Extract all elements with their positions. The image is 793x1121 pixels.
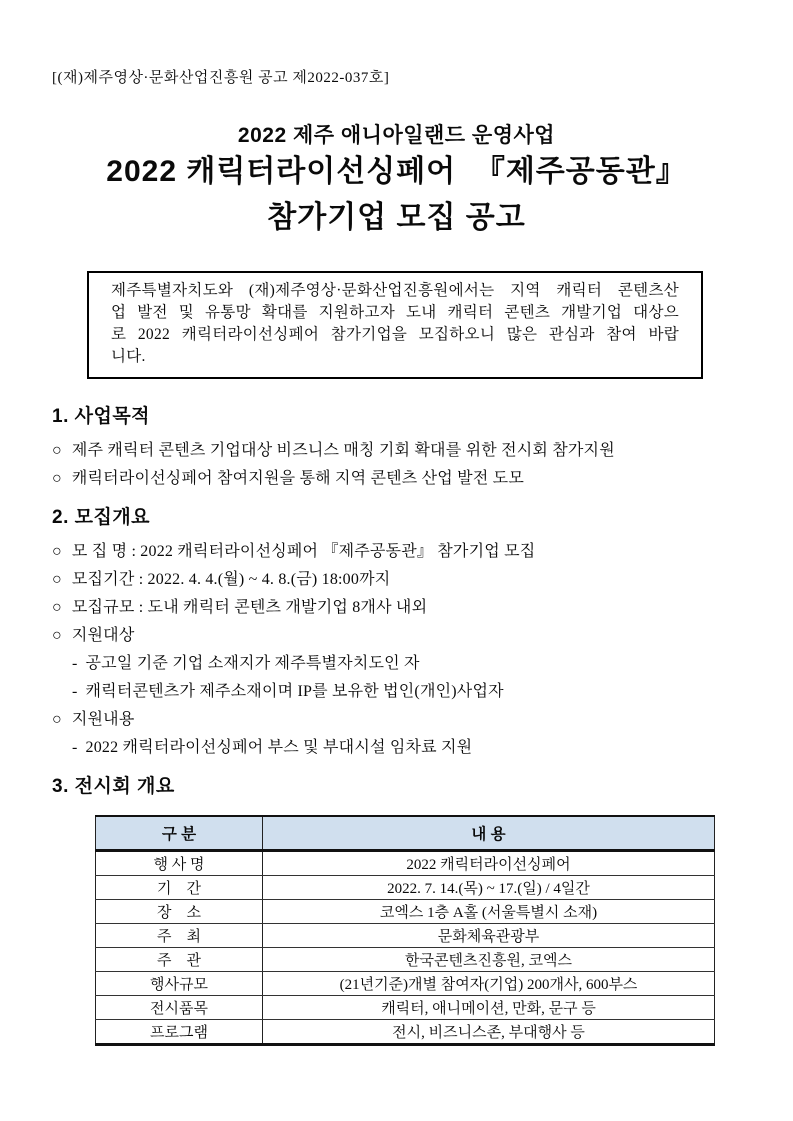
table-row: [96, 900, 715, 924]
section-heading: 1. 사업목적: [52, 406, 151, 427]
column-header-content: 내 용: [263, 816, 715, 851]
title-block: [52, 123, 741, 241]
intro-line: 제주특별자치도와 (재)제주영상·문화산업진흥원에서는 지역 캐릭터 콘텐츠산: [111, 282, 679, 299]
table-row: [96, 1020, 715, 1045]
list-item: [52, 542, 741, 562]
announcement-number: [(재)제주영상·문화산업진흥원 공고 제2022-037호]: [52, 70, 390, 86]
table-header-row: [96, 816, 715, 851]
dash-bullet-icon: -: [72, 655, 78, 672]
section-items: [52, 542, 741, 758]
row-value: (21년기준)개별 참여자(기업) 200개사, 600부스: [263, 972, 715, 996]
row-value: 문화체육관광부: [263, 924, 715, 948]
list-item: [52, 469, 741, 489]
section-items: [52, 441, 741, 489]
table-row: [96, 851, 715, 876]
circle-bullet-icon: ○: [52, 627, 62, 644]
section-recruitment-overview: [52, 506, 741, 758]
circle-bullet-icon: ○: [52, 599, 62, 616]
list-item-text: 캐릭터콘텐츠가 제주소재이며 IP를 보유한 법인(개인)사업자: [85, 683, 504, 700]
table-row: [96, 972, 715, 996]
row-value: 전시, 비즈니스존, 부대행사 등: [263, 1020, 715, 1045]
section-exhibition-overview: [52, 775, 741, 1046]
document-title-line2: 참가기업 모집 공고: [267, 201, 526, 234]
list-item-text: 모집기간 : 2022. 4. 4.(월) ~ 4. 8.(금) 18:00까지: [71, 571, 391, 588]
dash-bullet-icon: -: [72, 739, 78, 756]
section-heading: 3. 전시회 개요: [52, 776, 175, 797]
circle-bullet-icon: ○: [52, 442, 62, 459]
list-item: [52, 710, 741, 730]
list-item-text: 지원대상: [71, 627, 135, 644]
list-item: [52, 626, 741, 646]
row-label: 행사규모: [96, 972, 263, 996]
list-item-text: 공고일 기준 기업 소재지가 제주특별자치도인 자: [85, 655, 420, 672]
circle-bullet-icon: ○: [52, 470, 62, 487]
list-item-text: 모집규모 : 도내 캐릭터 콘텐츠 개발기업 8개사 내외: [71, 599, 428, 616]
table-row: [96, 948, 715, 972]
intro-line: 업 발전 및 유통망 확대를 지원하고자 도내 캐릭터 콘텐츠 개발기업 대상으: [111, 304, 679, 321]
row-label: 주 최: [96, 924, 263, 948]
column-header-category: 구 분: [96, 816, 263, 851]
row-value: 코엑스 1층 A홀 (서울특별시 소재): [263, 900, 715, 924]
circle-bullet-icon: ○: [52, 543, 62, 560]
circle-bullet-icon: ○: [52, 711, 62, 728]
row-value: 캐릭터, 애니메이션, 만화, 문구 등: [263, 996, 715, 1020]
row-label: 전시품목: [96, 996, 263, 1020]
row-label: 행 사 명: [96, 851, 263, 876]
row-value: 한국콘텐츠진흥원, 코엑스: [263, 948, 715, 972]
row-label: 기 간: [96, 876, 263, 900]
exhibition-info-table: [95, 815, 715, 1046]
sub-list-item: [52, 738, 741, 758]
table-row: [96, 924, 715, 948]
document-title-line1: 2022 캐릭터라이선싱페어 『제주공동관』: [106, 155, 687, 188]
row-value: 2022 캐릭터라이선싱페어: [263, 851, 715, 876]
dash-bullet-icon: -: [72, 683, 78, 700]
list-item: [52, 570, 741, 590]
row-value: 2022. 7. 14.(목) ~ 17.(일) / 4일간: [263, 876, 715, 900]
list-item-text: 지원내용: [71, 711, 135, 728]
circle-bullet-icon: ○: [52, 571, 62, 588]
intro-box: [87, 271, 703, 379]
row-label: 프로그램: [150, 1025, 208, 1041]
sub-list-item: [52, 654, 741, 674]
sub-list-item: [52, 682, 741, 702]
table-row: [96, 996, 715, 1020]
list-item: [52, 441, 741, 461]
table-row: [96, 876, 715, 900]
intro-line: 로 2022 캐릭터라이선싱페어 참가기업을 모집하오니 많은 관심과 참여 바랍: [111, 326, 679, 343]
document-subtitle: 2022 제주 애니아일랜드 운영사업: [237, 124, 556, 147]
section-business-purpose: [52, 405, 741, 489]
list-item-text: 2022 캐릭터라이선싱페어 부스 및 부대시설 임차료 지원: [85, 739, 473, 756]
list-item-text: 캐릭터라이선싱페어 참여지원을 통해 지역 콘텐츠 산업 발전 도모: [71, 470, 524, 487]
table-body: [96, 851, 715, 1045]
table-header: [96, 816, 715, 851]
list-item-text: 모 집 명 : 2022 캐릭터라이선싱페어 『제주공동관』 참가기업 모집: [71, 543, 536, 560]
section-heading: 2. 모집개요: [52, 507, 151, 528]
list-item: [52, 598, 741, 618]
list-item-text: 제주 캐릭터 콘텐츠 기업대상 비즈니스 매칭 기회 확대를 위한 전시회 참가지원: [71, 442, 615, 459]
row-label: 장 소: [96, 900, 263, 924]
row-label: 주 관: [96, 948, 263, 972]
intro-line: 니다.: [111, 348, 146, 365]
